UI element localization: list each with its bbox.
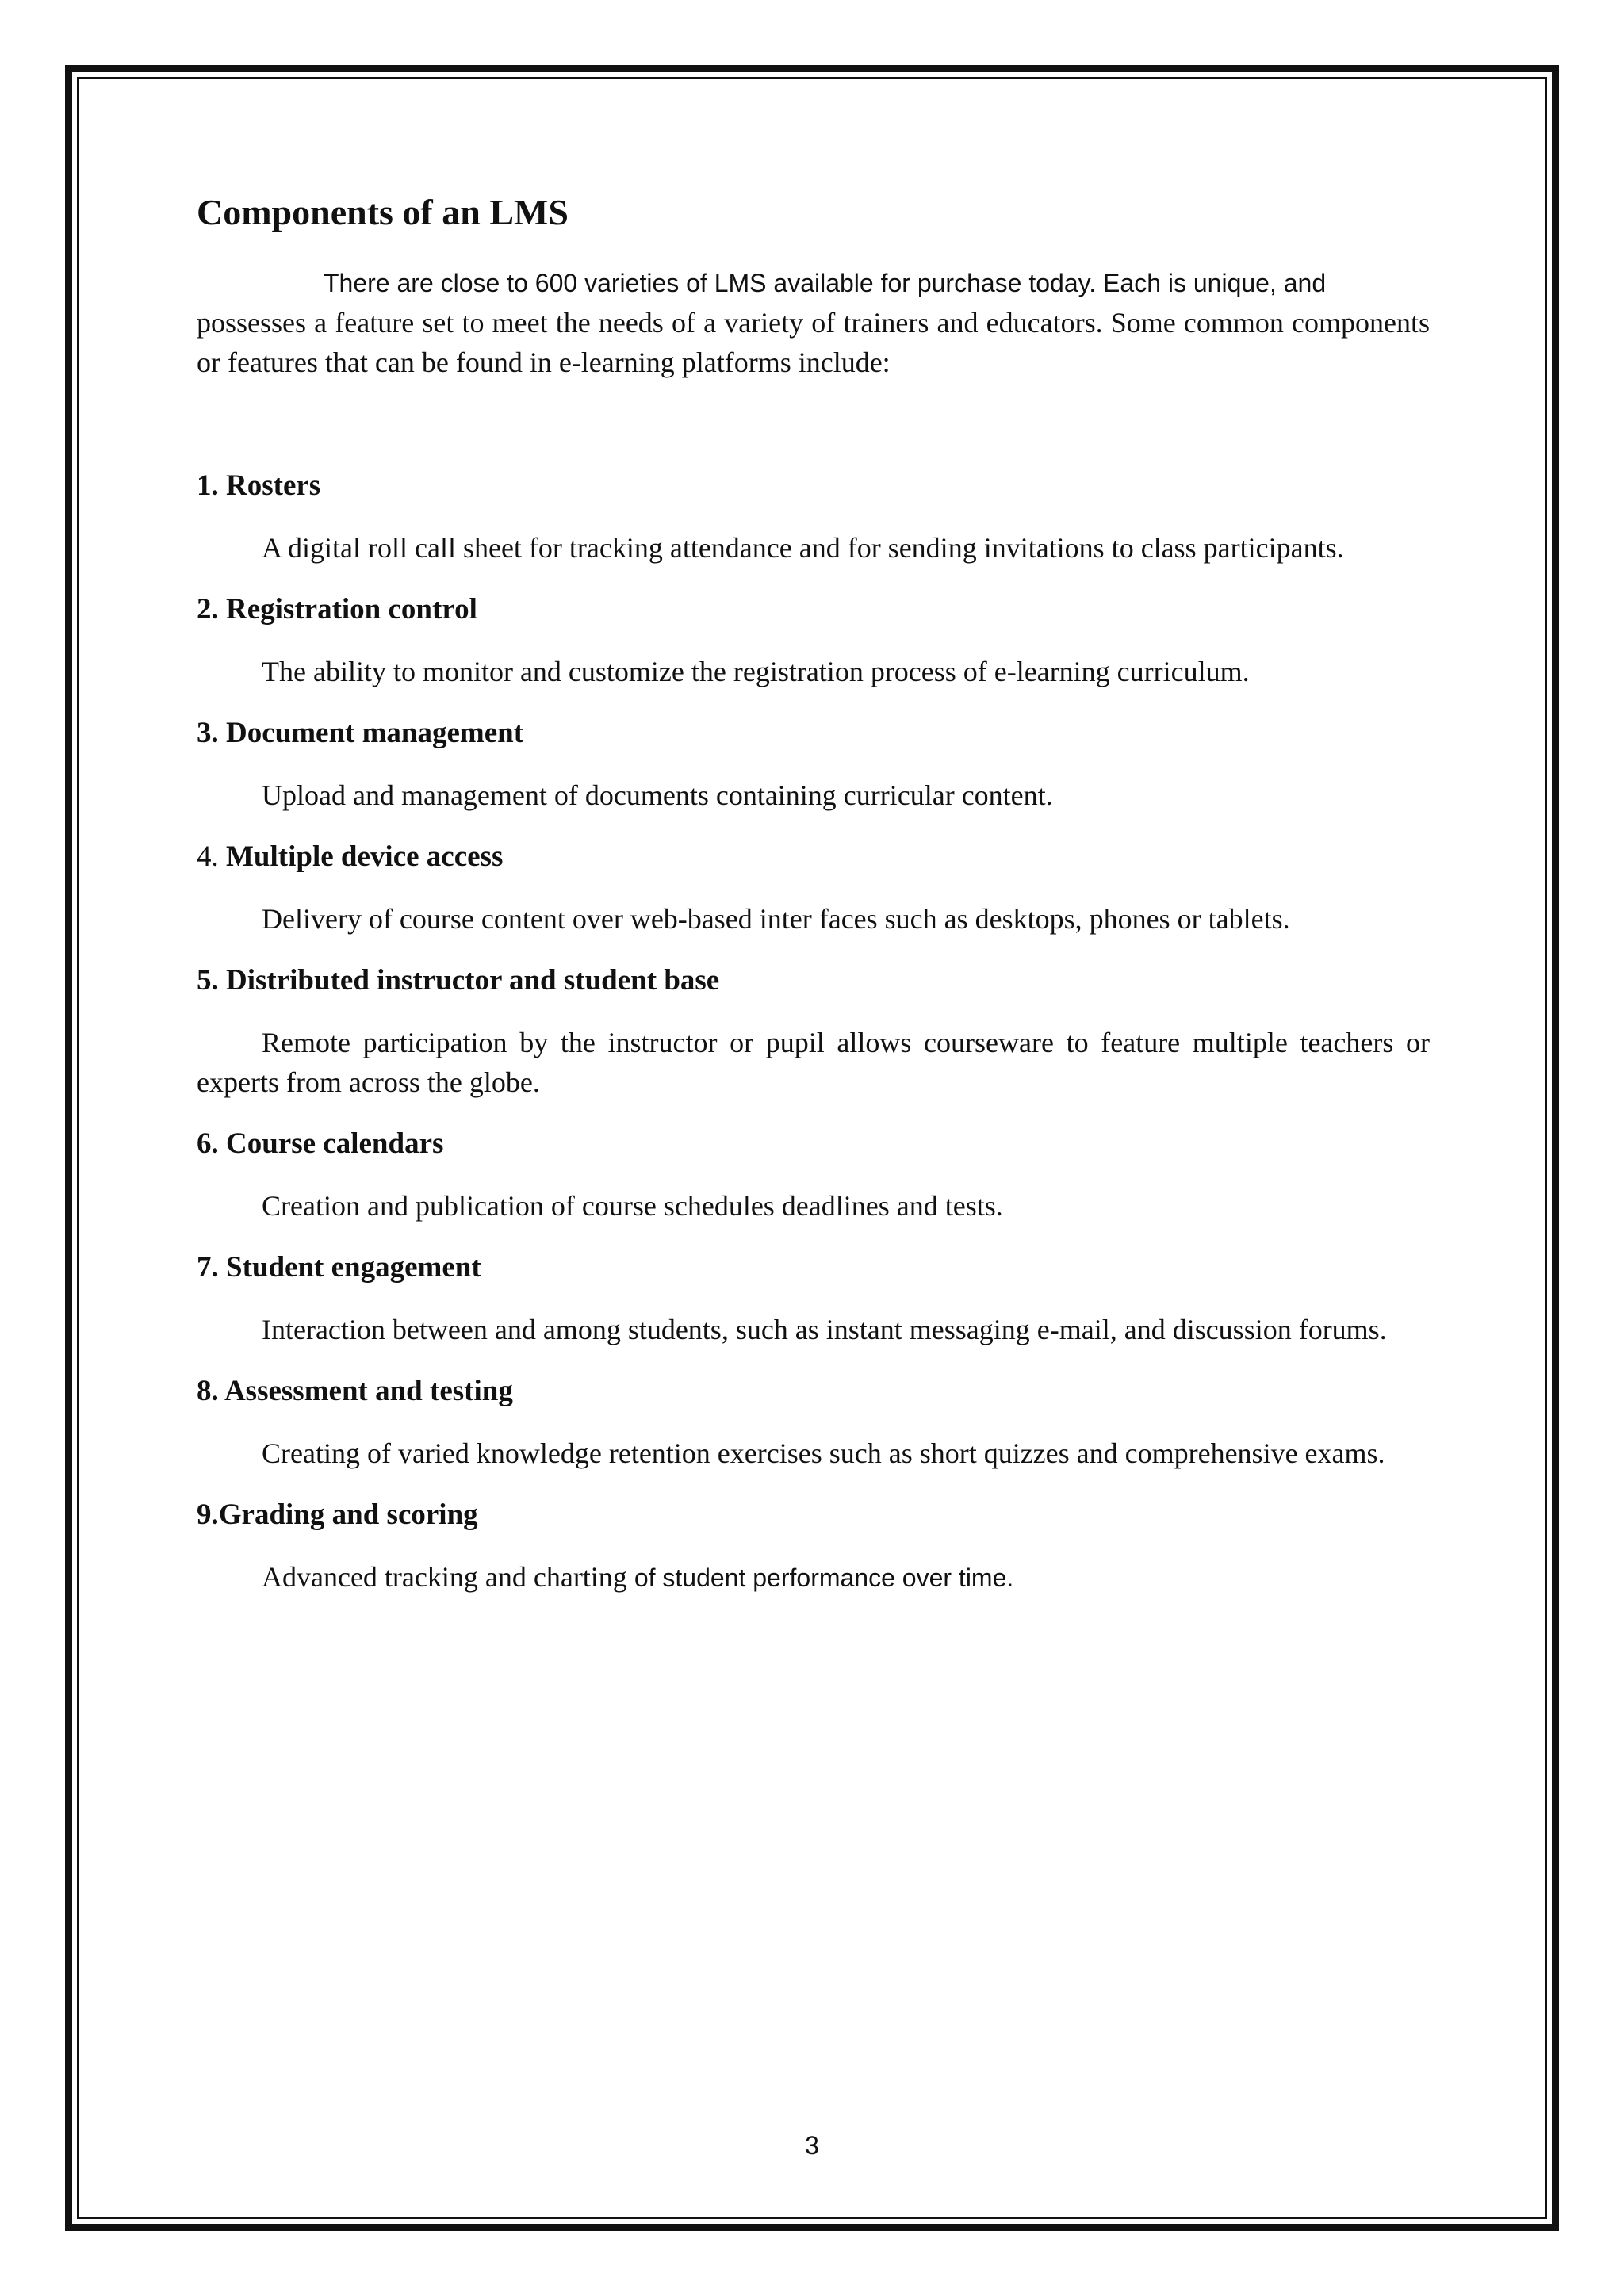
section-heading-distributed-base: 5. Distributed instructor and student base: [197, 964, 720, 997]
grading-body-main: Advanced tracking and charting: [262, 1561, 627, 1593]
section-body-grading: [197, 1557, 1430, 1598]
document-content: [197, 189, 1430, 1620]
section-heading-grading: 9.Grading and scoring: [197, 1498, 478, 1531]
intro-paragraph: [197, 263, 1430, 382]
section-heading-rosters: 1. Rosters: [197, 469, 321, 502]
section-heading-document-management: 3. Document management: [197, 717, 524, 749]
page-number: 3: [805, 2131, 819, 2160]
section-number: 4.: [197, 840, 219, 873]
section-body-registration: The ability to monitor and customize the registration process of e-learning curriculum.: [262, 656, 1250, 687]
section-heading-text: Multiple device access: [226, 840, 504, 873]
section-heading-course-calendars: 6. Course calendars: [197, 1127, 444, 1160]
section-body-document-management: Upload and management of documents containing curricular content.: [262, 779, 1053, 811]
grading-body-tail: of student performance over time.: [634, 1563, 1014, 1592]
page-title: Components of an LMS: [197, 192, 569, 232]
section-heading-registration: 2. Registration control: [197, 593, 477, 626]
section-body-rosters: A digital roll call sheet for tracking attendance and for sending invitations to class participants.: [262, 532, 1344, 564]
section-heading-assessment: 8. Assessment and testing: [197, 1375, 513, 1407]
intro-lead-line: There are close to 600 varieties of LMS available for purchase today. Each is unique, and: [324, 269, 1327, 297]
section-heading-device-access: [197, 837, 1430, 877]
section-body-course-calendars: Creation and publication of course schedules deadlines and tests.: [262, 1190, 1003, 1222]
section-body-distributed-base: Remote participation by the instructor or pupil allows courseware to feature multiple teachers or experts from across the globe.: [197, 1027, 1430, 1098]
section-body-device-access: Delivery of course content over web-based inter faces such as desktops, phones or tablets.: [262, 903, 1290, 935]
section-heading-student-engagement: 7. Student engagement: [197, 1251, 481, 1284]
section-body-student-engagement: Interaction between and among students, such as instant messaging e-mail, and discussion forums.: [262, 1314, 1387, 1345]
intro-body: possesses a feature set to meet the needs of a variety of trainers and educators. Some common components or features that can be found in e-learning platforms include:: [197, 307, 1430, 378]
section-body-assessment: Creating of varied knowledge retention exercises such as short quizzes and comprehensive exams.: [262, 1437, 1385, 1469]
